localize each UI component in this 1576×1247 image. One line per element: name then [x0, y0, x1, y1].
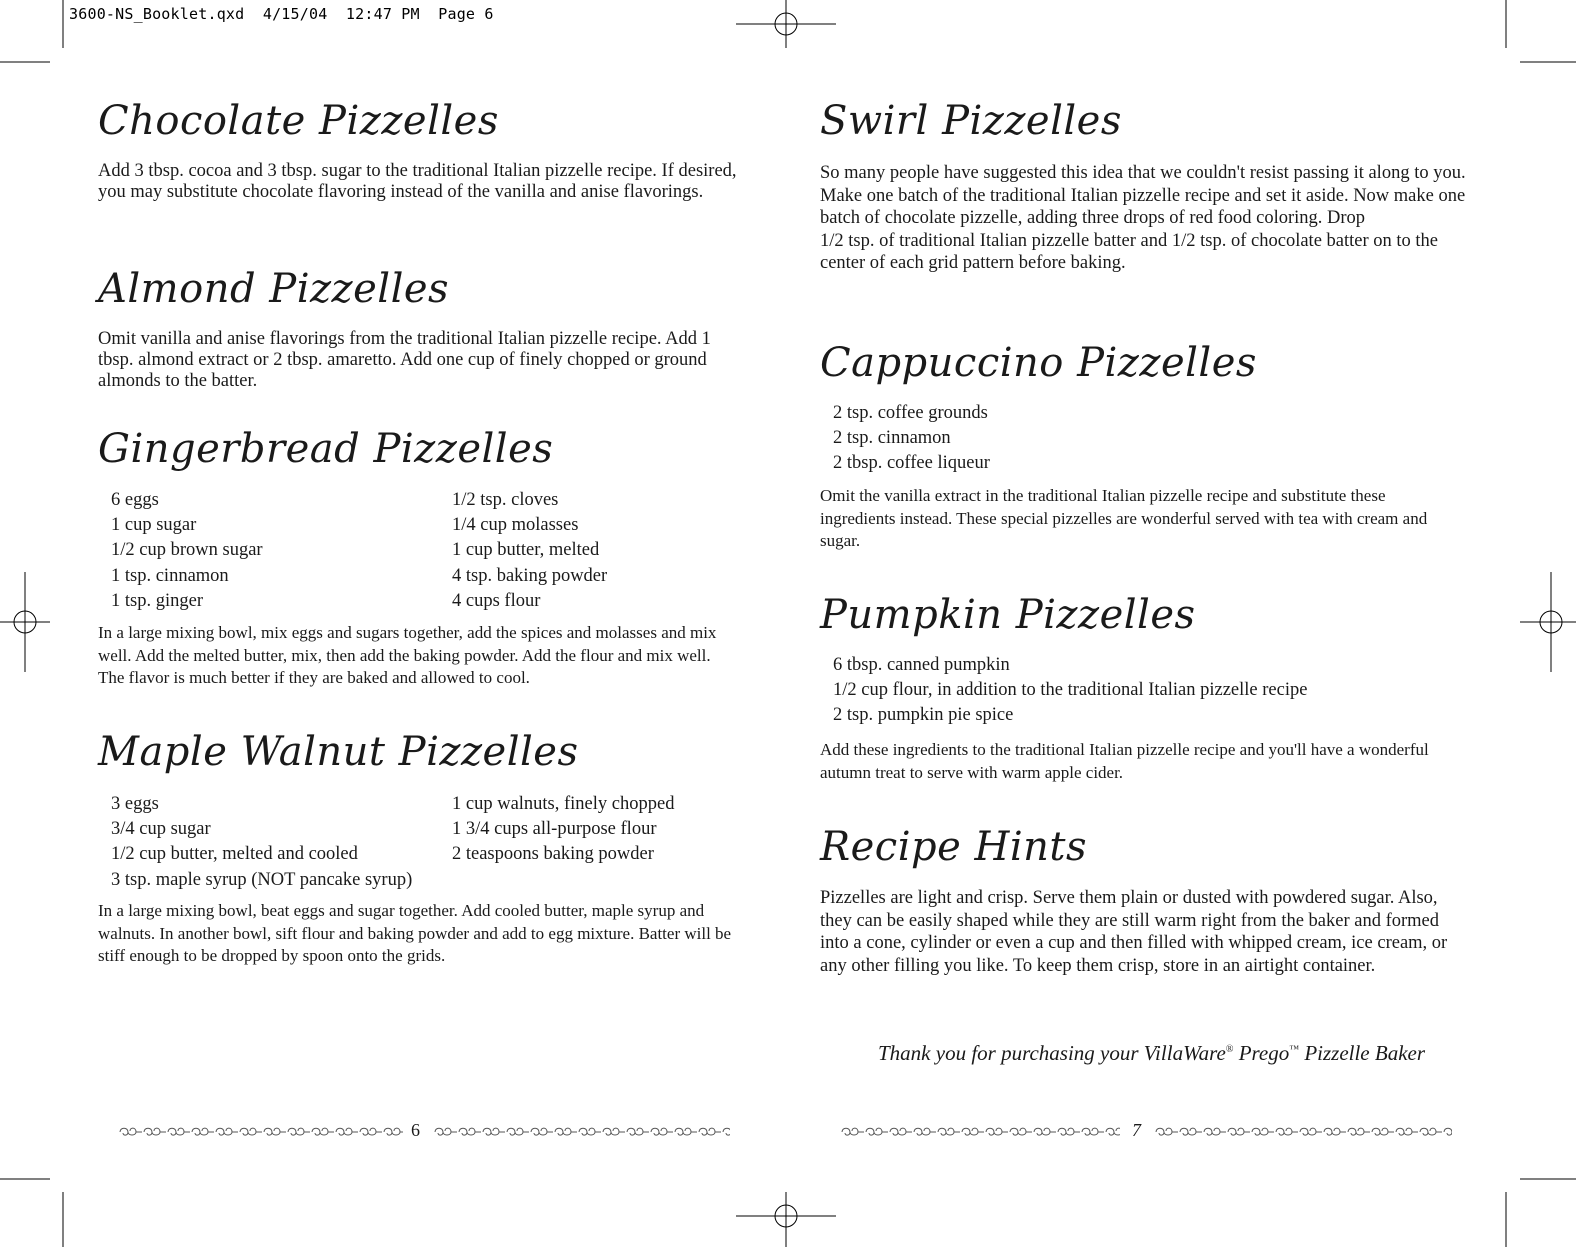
ornament-border-left-icon: [840, 1120, 1120, 1142]
maple-text: In a large mixing bowl, beat eggs and sugar together. Add cooled butter, maple syrup and walnuts. In another bowl, sift flour and baking powder and add to egg mixture. Batter will be stiff enough to be dropped by spoon onto the grids.: [98, 901, 732, 965]
gingerbread-text: In a large mixing bowl, mix eggs and sugars together, add the spices and molasses and mix well. Add the melted butter, mix, then add the baking powder. Add the flour and mix well. The flavor is much better if they are baked and allowed to cool.: [98, 623, 717, 687]
thank-you-line: [878, 1041, 1425, 1066]
swirl-text: [820, 162, 1470, 275]
ingredient: 1/4 cup molasses: [452, 515, 579, 536]
trademark-mark: ™: [1289, 1044, 1300, 1055]
thanks-suffix: Pizzelle Baker: [1299, 1041, 1426, 1065]
gingerbread-ingredients-right: [452, 488, 607, 614]
ingredient: 4 cups flour: [452, 590, 541, 611]
ingredient: 3/4 cup sugar: [111, 819, 211, 840]
ingredient: 6 tbsp. canned pumpkin: [833, 655, 1010, 675]
ingredient: 2 tbsp. coffee liqueur: [833, 453, 990, 474]
registered-mark: ®: [1225, 1044, 1234, 1055]
cappuccino-ingredients: [833, 401, 990, 477]
swirl-title: Swirl Pizzelles: [820, 98, 1122, 144]
ingredient: 1/2 cup flour, in addition to the traditional Italian pizzelle recipe: [833, 680, 1308, 701]
ingredient: 1 tsp. ginger: [111, 590, 203, 611]
ingredient: 1 tsp. cinnamon: [111, 565, 229, 586]
ingredient: 1 cup sugar: [111, 515, 197, 536]
chocolate-title: Chocolate Pizzelles: [98, 98, 499, 144]
swirl-text-1: So many people have suggested this idea that we couldn't resist passing it along to you. Make one batch of the traditional Italian pizzelle recipe and set it aside. Now make one batch of chocolate pizzelle, adding three drops of red food coloring. Drop: [820, 163, 1466, 228]
maple-title: Maple Walnut Pizzelles: [98, 729, 579, 775]
ingredient: 1 cup butter, melted: [452, 540, 600, 561]
left-footer: [118, 1120, 730, 1142]
pumpkin-title: Pumpkin Pizzelles: [820, 592, 1196, 638]
ingredient: 3 eggs: [111, 794, 159, 814]
right-footer: [840, 1120, 1452, 1142]
ingredient: 2 tsp. pumpkin pie spice: [833, 705, 1014, 726]
cappuccino-text: Omit the vanilla extract in the traditional Italian pizzelle recipe and substitute these ingredients instead. These special pizzelles are wonderful served with tea with cream and sugar.: [820, 486, 1428, 550]
ingredient: 3 tsp. maple syrup (NOT pancake syrup): [111, 869, 413, 890]
maple-ingredients-right: [452, 792, 674, 868]
ornament-border-left-icon: [118, 1120, 403, 1142]
gingerbread-title: Gingerbread Pizzelles: [98, 426, 554, 472]
slug-line: 3600-NS_Booklet.qxd 4/15/04 12:47 PM Page 6: [69, 5, 494, 23]
ingredient: 1 3/4 cups all-purpose flour: [452, 819, 657, 840]
ingredient: 2 tsp. coffee grounds: [833, 403, 988, 423]
ingredient: 1/2 cup brown sugar: [111, 540, 263, 561]
ingredient: 6 eggs: [111, 490, 159, 510]
thanks-brand: Prego: [1233, 1041, 1290, 1065]
pumpkin-ingredients: [833, 653, 1307, 729]
ingredient: 4 tsp. baking powder: [452, 565, 608, 586]
ornament-border-right-icon: [1154, 1120, 1452, 1142]
ingredient: 2 teaspoons baking powder: [452, 844, 654, 865]
hints-title: Recipe Hints: [820, 824, 1088, 870]
page-number-right: 7: [1132, 1120, 1141, 1140]
almond-title: Almond Pizzelles: [98, 266, 450, 312]
ingredient: 1/2 tsp. cloves: [452, 490, 559, 510]
cappuccino-title: Cappuccino Pizzelles: [820, 340, 1257, 386]
thanks-prefix: Thank you for purchasing your VillaWare: [878, 1041, 1226, 1065]
pumpkin-text: Add these ingredients to the traditional Italian pizzelle recipe and you'll have a wonderful autumn treat to serve with warm apple cider.: [820, 740, 1429, 782]
ingredient: 1/2 cup butter, melted and cooled: [111, 844, 358, 865]
chocolate-text: Add 3 tbsp. cocoa and 3 tbsp. sugar to the traditional Italian pizzelle recipe. If desired, you may substitute chocolate flavoring instead of the vanilla and anise flavorings.: [98, 161, 737, 202]
almond-text: Omit vanilla and anise flavorings from the traditional Italian pizzelle recipe. Add 1 tbsp. almond extract or 2 tbsp. amaretto. Add one cup of finely chopped or ground almonds to the batter.: [98, 329, 711, 391]
page-number-left: 6: [411, 1120, 420, 1140]
ornament-border-right-icon: [433, 1120, 730, 1142]
ingredient: 2 tsp. cinnamon: [833, 428, 951, 449]
hints-text: Pizzelles are light and crisp. Serve them plain or dusted with powdered sugar. Also, they can be easily shaped while they are still warm right from the baker and formed into a cone, cylinder or even a cup and then filled with whipped cream, ice cream, or any other filling you like. To keep them crisp, store in an airtight container.: [820, 888, 1448, 976]
gingerbread-ingredients-left: [111, 488, 263, 614]
maple-ingredients-left: [111, 792, 412, 893]
ingredient: 1 cup walnuts, finely chopped: [452, 794, 675, 814]
swirl-text-2: 1/2 tsp. of traditional Italian pizzelle batter and 1/2 tsp. of chocolate batter on to the center of each grid pattern before baking.: [820, 230, 1439, 273]
